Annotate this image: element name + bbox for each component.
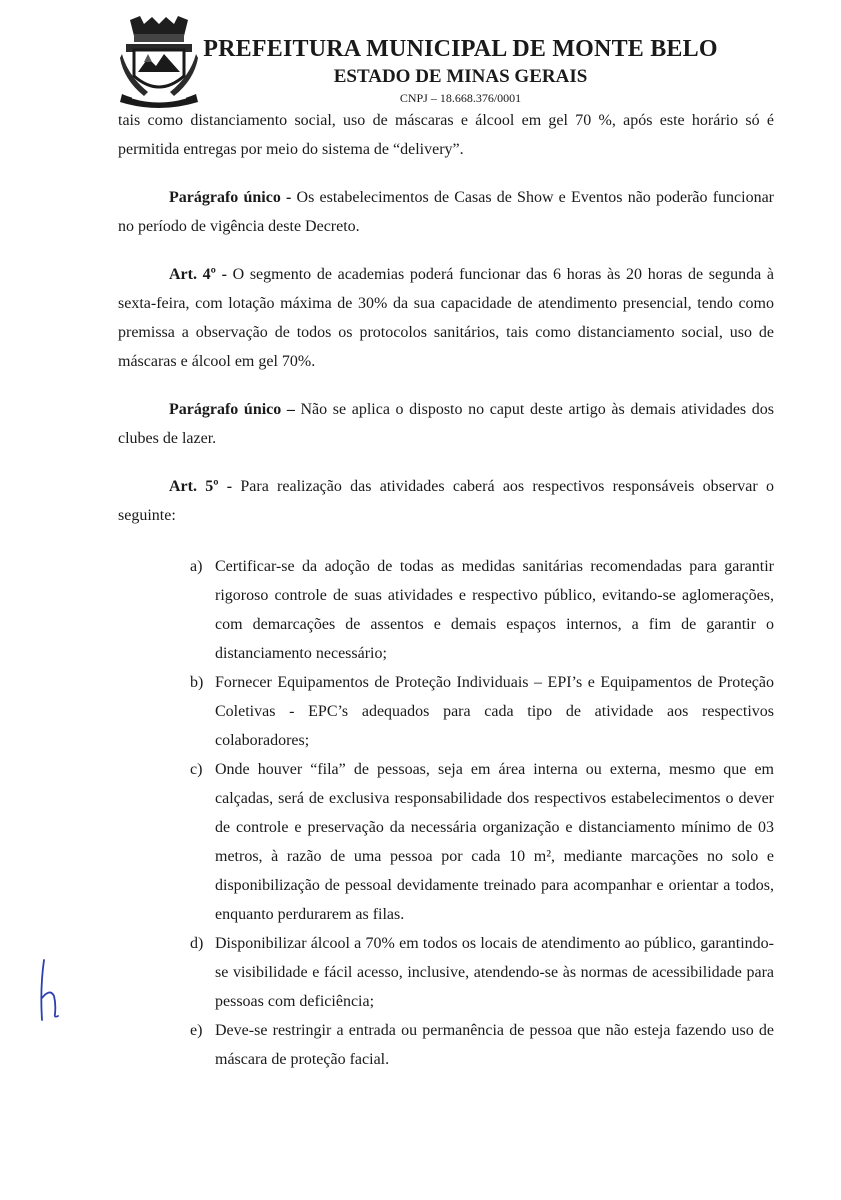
handwritten-initial	[36, 958, 62, 1022]
paragraph-label: Parágrafo único –	[169, 401, 295, 418]
list-marker: d)	[190, 935, 204, 952]
list-item-text: Deve-se restringir a entrada ou permanência de pessoa que não esteja fazendo uso de máscara de proteção facial.	[215, 1022, 774, 1068]
requirements-list	[190, 552, 774, 1074]
municipality-title: PREFEITURA MUNICIPAL DE MONTE BELO	[203, 36, 718, 62]
list-item-text: Disponibilizar álcool a 70% em todos os locais de atendimento ao público, garantindo-se visibilidade e fácil acesso, inclusive, atendendo-se às normas de acessibilidade para pessoas com deficiência;	[215, 935, 774, 1010]
list-item-text: Onde houver “fila” de pessoas, seja em área interna ou externa, mesmo que em calçadas, será de exclusiva responsabilidade dos respectivos estabelecimentos o dever de controle e preservação da necessária organização e distanciamento mínimo de 03 metros, à razão de uma pessoa por cada 10 m², mediante marcações no solo e disponibilização de pessoal devidamente treinado para acompanhar e orientar a todos, enquanto perdurarem as filas.	[215, 761, 774, 923]
article-label: Art. 5º -	[169, 478, 233, 495]
paragrafo-unico-2	[118, 395, 774, 453]
list-item	[190, 755, 774, 929]
continuation-paragraph: tais como distanciamento social, uso de máscaras e álcool em gel 70 %, após este horário só é permitida entregas por meio do sistema de “delivery”.	[118, 112, 774, 158]
decree-body	[118, 106, 774, 1074]
list-item	[190, 1016, 774, 1074]
article-5	[118, 472, 774, 530]
article-4	[118, 260, 774, 376]
paragraph-text: Não se aplica o disposto no caput deste artigo às demais atividades dos clubes de lazer.	[118, 401, 775, 447]
list-marker: a)	[190, 558, 203, 575]
article-text: Para realização das atividades caberá aos respectivos responsáveis observar o seguinte:	[118, 478, 774, 524]
list-marker: c)	[190, 761, 203, 778]
list-item-text: Fornecer Equipamentos de Proteção Individuais – EPI’s e Equipamentos de Proteção Coletivas - EPC’s adequados para cada tipo de atividade aos respectivos colaboradores;	[215, 674, 774, 749]
article-label: Art. 4º -	[169, 266, 227, 283]
cnpj-number: CNPJ – 18.668.376/0001	[399, 91, 522, 105]
list-item-text: Certificar-se da adoção de todas as medidas sanitárias recomendadas para garantir rigoroso controle de suas atividades e respectivo público, evitando-se aglomerações, com demarcações de assentos e demais espaços internos, a fim de garantir o distanciamento necessário;	[215, 558, 774, 662]
list-marker: b)	[190, 674, 204, 691]
paragraph-label: Parágrafo único -	[169, 189, 292, 206]
letterhead	[118, 14, 718, 110]
state-subtitle: ESTADO DE MINAS GERAIS	[333, 66, 588, 87]
list-item	[190, 929, 774, 1016]
paragrafo-unico-1	[118, 183, 774, 241]
article-text: O segmento de academias poderá funcionar das 6 horas às 20 horas de segunda à sexta-feira, com lotação máxima de 30% da sua capacidade de atendimento presencial, tendo como premissa a observação de todos os protocolos sanitários, tais como distanciamento social, uso de máscaras e álcool em gel 70%.	[118, 266, 774, 370]
list-item	[190, 668, 774, 755]
list-marker: e)	[190, 1022, 203, 1039]
coat-of-arms-seal	[118, 14, 200, 108]
paragraph-text: Os estabelecimentos de Casas de Show e Eventos não poderão funcionar no período de vigência deste Decreto.	[118, 189, 774, 235]
list-item	[190, 552, 774, 668]
